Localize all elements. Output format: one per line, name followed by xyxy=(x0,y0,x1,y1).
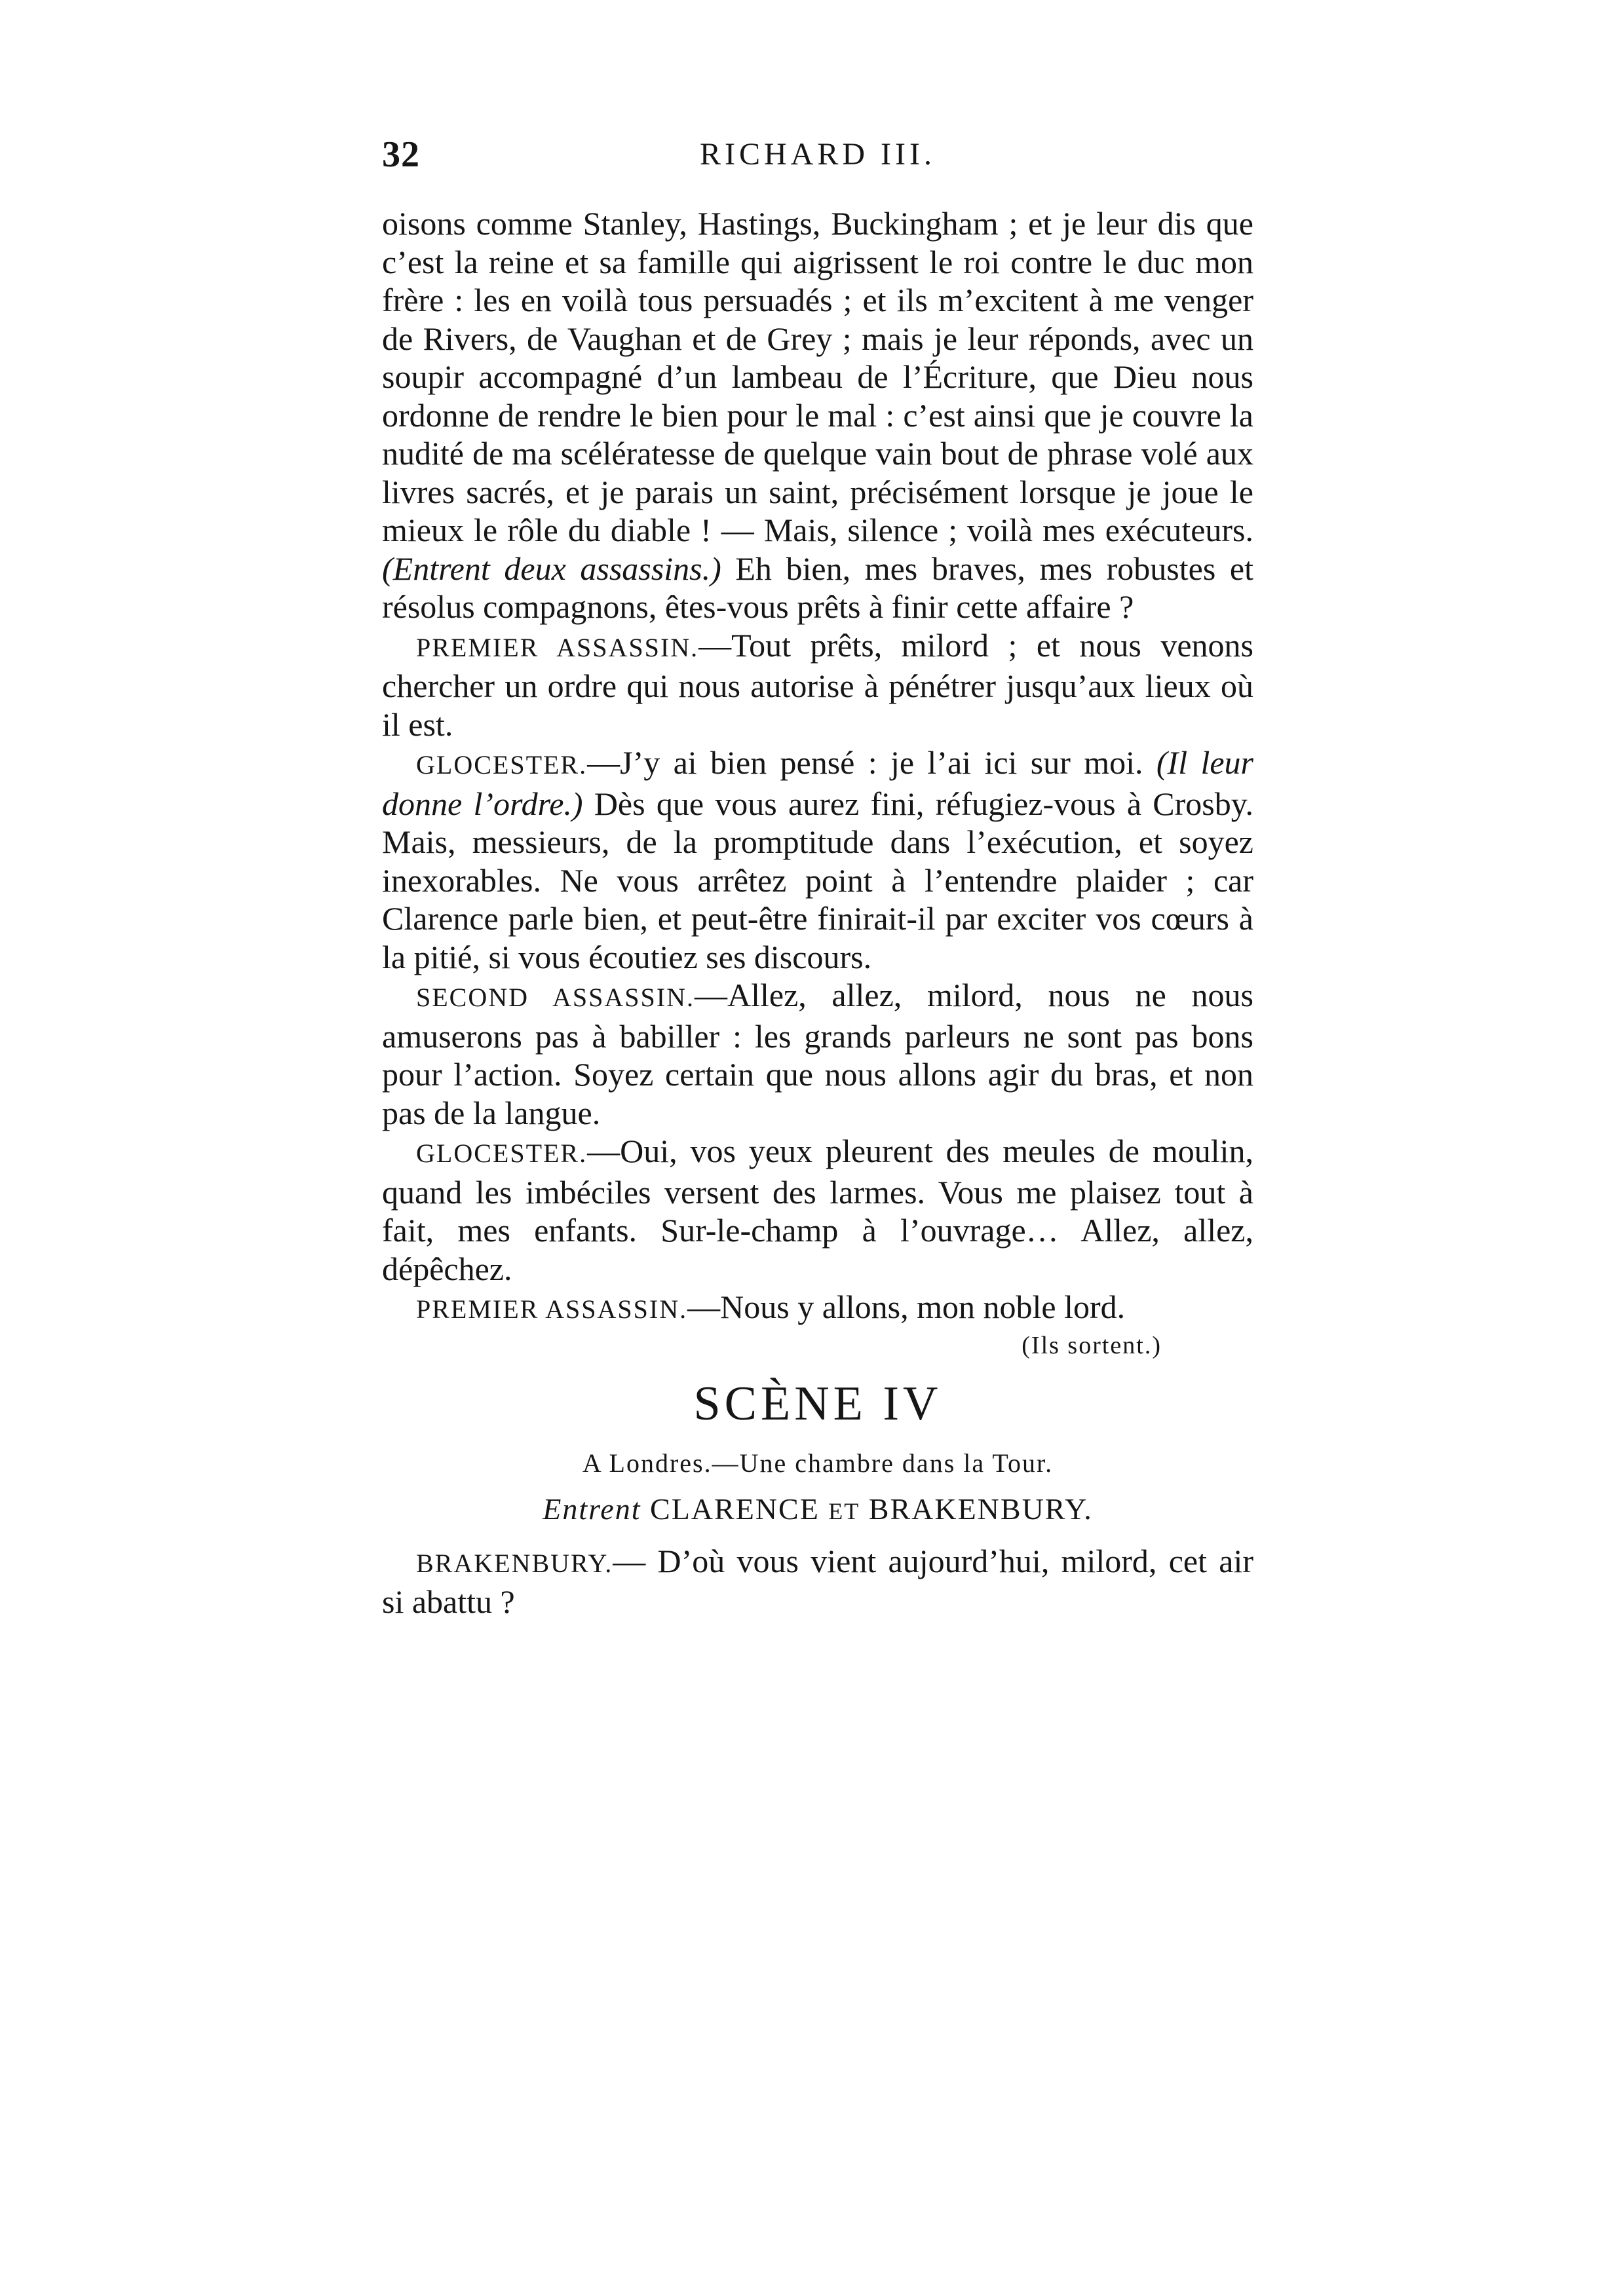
speech-text: —Oui, vos yeux pleurent des meules de moulin, quand les imbéciles versent des larmes. Vous me plaisez tout à fait, mes enfants. Sur-le-champ à l’ouvrage… Allez, allez, dépêchez. xyxy=(382,1133,1253,1287)
scene-location: A Londres.—Une chambre dans la Tour. xyxy=(582,1448,1054,1478)
opening-paragraph xyxy=(382,204,1253,626)
speech-text: —J’y ai bien pensé : je l’ai ici sur moi. xyxy=(587,744,1143,781)
speech-glocester-1 xyxy=(382,743,1253,976)
stage-direction-exit: (Ils sortent.) xyxy=(1022,1331,1162,1359)
scene-entrance xyxy=(382,1484,1253,1537)
text-column xyxy=(382,204,1253,1621)
speech-text: —Allez, allez, milord, nous ne nous amuserons pas à babiller : les grands parleurs ne sont pas bons pour l’action. Soyez certain que nous allons agir du bras, et non pas de la langue. xyxy=(382,977,1253,1131)
speaker-name: PREMIER ASSASSIN. xyxy=(416,632,699,662)
speaker-name: BRAKENBURY. xyxy=(416,1548,613,1578)
speech-second-assassin xyxy=(382,976,1253,1132)
speech-text: —Tout prêts, milord ; et nous venons chercher un ordre qui nous autorise à pénétrer jusqu’aux lieux où il est. xyxy=(382,626,1253,743)
stage-direction-assassins-enter: (Entrent deux assassins.) xyxy=(382,550,721,587)
stage-direction-order: (Il leur donne l’ordre.) xyxy=(382,744,1254,822)
speaker-name: SECOND ASSASSIN. xyxy=(416,983,695,1012)
speaker-name: GLOCESTER. xyxy=(416,1139,588,1168)
speech-premier-assassin-1 xyxy=(382,626,1253,744)
character-clarence: CLARENCE xyxy=(650,1492,820,1526)
opening-tail-text: Eh bien, mes braves, mes robustes et résolus compagnons, êtes-vous prêts à finir cette affaire ? xyxy=(382,550,1254,625)
speech-text: — D’où vous vient aujourd’hui, milord, cet air si abattu ? xyxy=(382,1542,1253,1620)
scene-title: SCÈNE IV xyxy=(693,1376,942,1431)
page-header xyxy=(382,134,1253,179)
speaker-name: GLOCESTER. xyxy=(416,750,588,780)
running-title: RICHARD III. xyxy=(700,137,936,172)
entrance-conjunction: ET xyxy=(828,1497,860,1524)
opening-text: oisons comme Stanley, Hastings, Buckingham ; et je leur dis que c’est la reine et sa famille qui aigrissent le roi contre le duc mon frère : les en voilà tous persuadés ; et ils m’excitent à me venger de Rivers, de Vaughan et de Grey ; mais je leur réponds, avec un soupir accompagné d’un lambeau de l’Écriture, que Dieu nous ordonne de rendre le bien pour le mal : c’est ainsi que je couvre la nudité de ma scélératesse de quelque vain bout de phrase volé aux livres sacrés, et je parais un saint, précisément lorsque je joue le mieux le rôle du diable ! — Mais, silence ; voilà mes exécuteurs. xyxy=(382,205,1253,548)
entrance-verb: Entrent xyxy=(543,1492,641,1526)
page-number: 32 xyxy=(382,134,420,175)
speech-brakenbury xyxy=(382,1542,1253,1621)
speaker-name: PREMIER ASSASSIN. xyxy=(416,1294,688,1324)
speech-text-continued: Dès que vous aurez fini, réfugiez-vous à Crosby. Mais, messieurs, de la promptitude dans l’exécution, et soyez inexorables. Ne vous arrêtez point à l’entendre plaider ; car Clarence parle bien, et peut-être finirait-il par exciter vos cœurs à la pitié, si vous écoutiez ses discours. xyxy=(382,785,1253,975)
speech-premier-assassin-2 xyxy=(382,1288,1253,1329)
speech-text: —Nous y allons, mon noble lord. xyxy=(687,1289,1126,1325)
speech-glocester-2 xyxy=(382,1132,1253,1288)
character-brakenbury: BRAKENBURY. xyxy=(868,1492,1093,1526)
